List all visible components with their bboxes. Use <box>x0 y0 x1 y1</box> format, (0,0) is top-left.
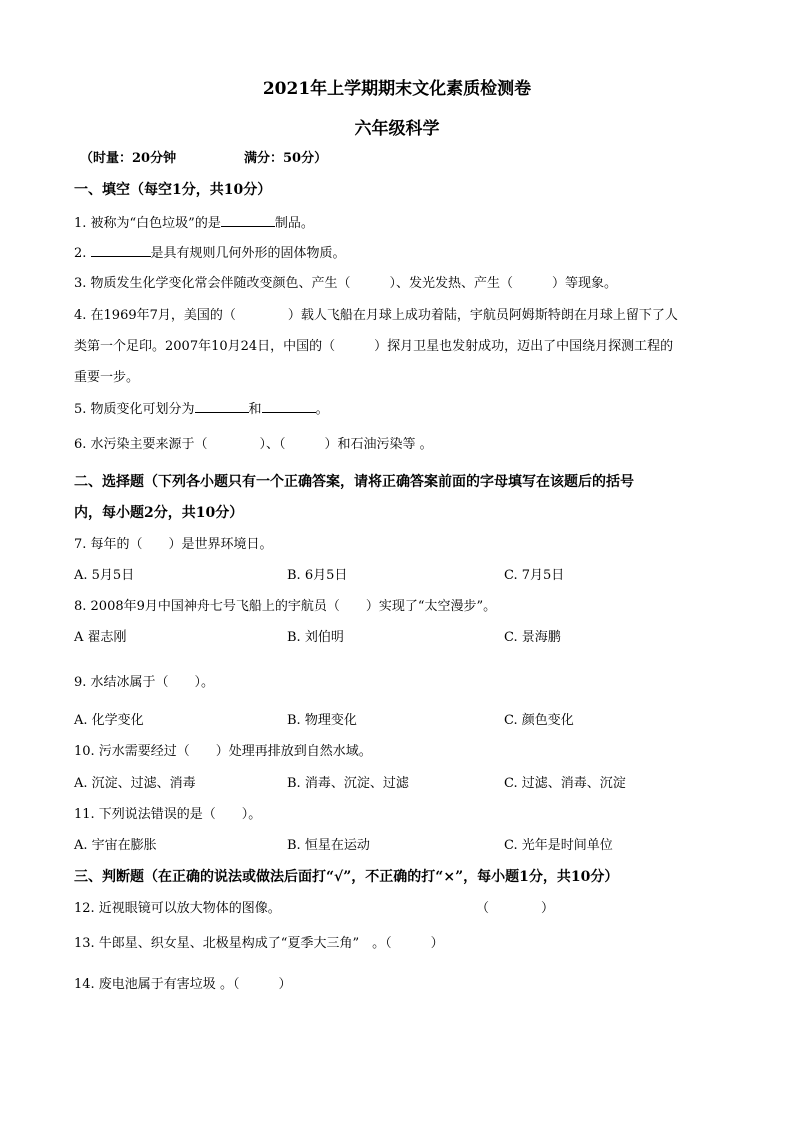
q7-option-b: B. 6月5日 <box>287 568 348 583</box>
exam-subtitle: 六年级科学 <box>354 119 440 139</box>
q5-text-c: 。 <box>315 402 329 417</box>
q2-text-a: 2. <box>74 246 91 261</box>
exam-time: （时量：20分钟 <box>80 151 177 166</box>
q5-text-a: 5. 物质变化可划分为 <box>74 402 195 417</box>
q9-option-c: C. 颜色变化 <box>504 713 574 728</box>
q10-option-a: A. 沉淀、过滤、消毒 <box>74 776 196 791</box>
q1-text-b: 制品。 <box>274 216 314 231</box>
q2-blank[interactable] <box>91 244 151 257</box>
q8-option-a: A 翟志刚 <box>74 630 127 645</box>
question-10: 10. 污水需要经过（ ）处理再排放到自然水域。 <box>74 744 372 759</box>
q1-text-a: 1. 被称为“白色垃圾”的是 <box>74 216 221 231</box>
q5-blank-1[interactable] <box>195 400 249 413</box>
q7-option-a: A. 5月5日 <box>74 568 135 583</box>
section2-heading-line1: 二、选择题（下列各小题只有一个正确答案，请将正确答案前面的字母填写在该题后的括号 <box>74 474 634 490</box>
question-6: 6. 水污染主要来源于（ ）、（ ）和石油污染等 。 <box>74 437 433 452</box>
q5-blank-2[interactable] <box>262 400 316 413</box>
q2-text-b: 是具有规则几何外形的固体物质。 <box>150 246 346 261</box>
q12-answer-paren[interactable]: （ ） <box>476 901 555 916</box>
q5-text-b: 和 <box>248 402 262 417</box>
q11-option-b: B. 恒星在运动 <box>287 838 370 853</box>
q8-option-c: C. 景海鹏 <box>504 630 561 645</box>
question-5 <box>74 400 329 419</box>
section3-heading: 三、判断题（在正确的说法或做法后面打“√”，不正确的打“×”，每小题1分，共10分） <box>74 869 619 885</box>
q10-option-c: C. 过滤、消毒、沉淀 <box>504 776 626 791</box>
section1-heading: 一、填空（每空1分，共10分） <box>74 182 272 198</box>
question-4-line1: 4. 在1969年7月，美国的（ ）载人飞船在月球上成功着陆，宇航员阿姆斯特朗在月球上留下了人 <box>74 308 678 323</box>
question-2 <box>74 244 346 263</box>
question-8: 8. 2008年9月中国神舟七号飞船上的宇航员（ ）实现了“太空漫步”。 <box>74 599 497 614</box>
q9-option-a: A. 化学变化 <box>74 713 144 728</box>
q7-option-c: C. 7月5日 <box>504 568 565 583</box>
question-9: 9. 水结冰属于（ ）。 <box>74 675 215 690</box>
question-1 <box>74 214 314 233</box>
question-4-line3: 重要一步。 <box>74 370 140 385</box>
exam-score: 满分：50分） <box>244 151 328 166</box>
question-3: 3. 物质发生化学变化常会伴随改变颜色、产生（ ）、发光发热、产生（ ）等现象。 <box>74 276 618 291</box>
question-13: 13. 牛郎星、织女星、北极星构成了“夏季大三角” 。（ ） <box>74 936 444 951</box>
q11-option-c: C. 光年是时间单位 <box>504 838 613 853</box>
question-14: 14. 废电池属于有害垃圾 。（ ） <box>74 977 292 992</box>
q1-blank[interactable] <box>221 214 275 227</box>
q11-option-a: A. 宇宙在膨胀 <box>74 838 157 853</box>
question-12: 12. 近视眼镜可以放大物体的图像。 <box>74 901 281 916</box>
question-7: 7. 每年的（ ）是世界环境日。 <box>74 537 273 552</box>
question-4-line2: 类第一个足印。2007年10月24日，中国的（ ）探月卫星也发射成功，迈出了中国绕月探测工程的 <box>74 339 674 354</box>
section2-heading-line2: 内，每小题2分，共10分） <box>74 505 244 521</box>
question-11: 11. 下列说法错误的是（ ）。 <box>74 807 262 822</box>
q8-option-b: B. 刘伯明 <box>287 630 344 645</box>
q9-option-b: B. 物理变化 <box>287 713 357 728</box>
exam-title: 2021年上学期期末文化素质检测卷 <box>262 79 532 99</box>
q10-option-b: B. 消毒、沉淀、过滤 <box>287 776 409 791</box>
